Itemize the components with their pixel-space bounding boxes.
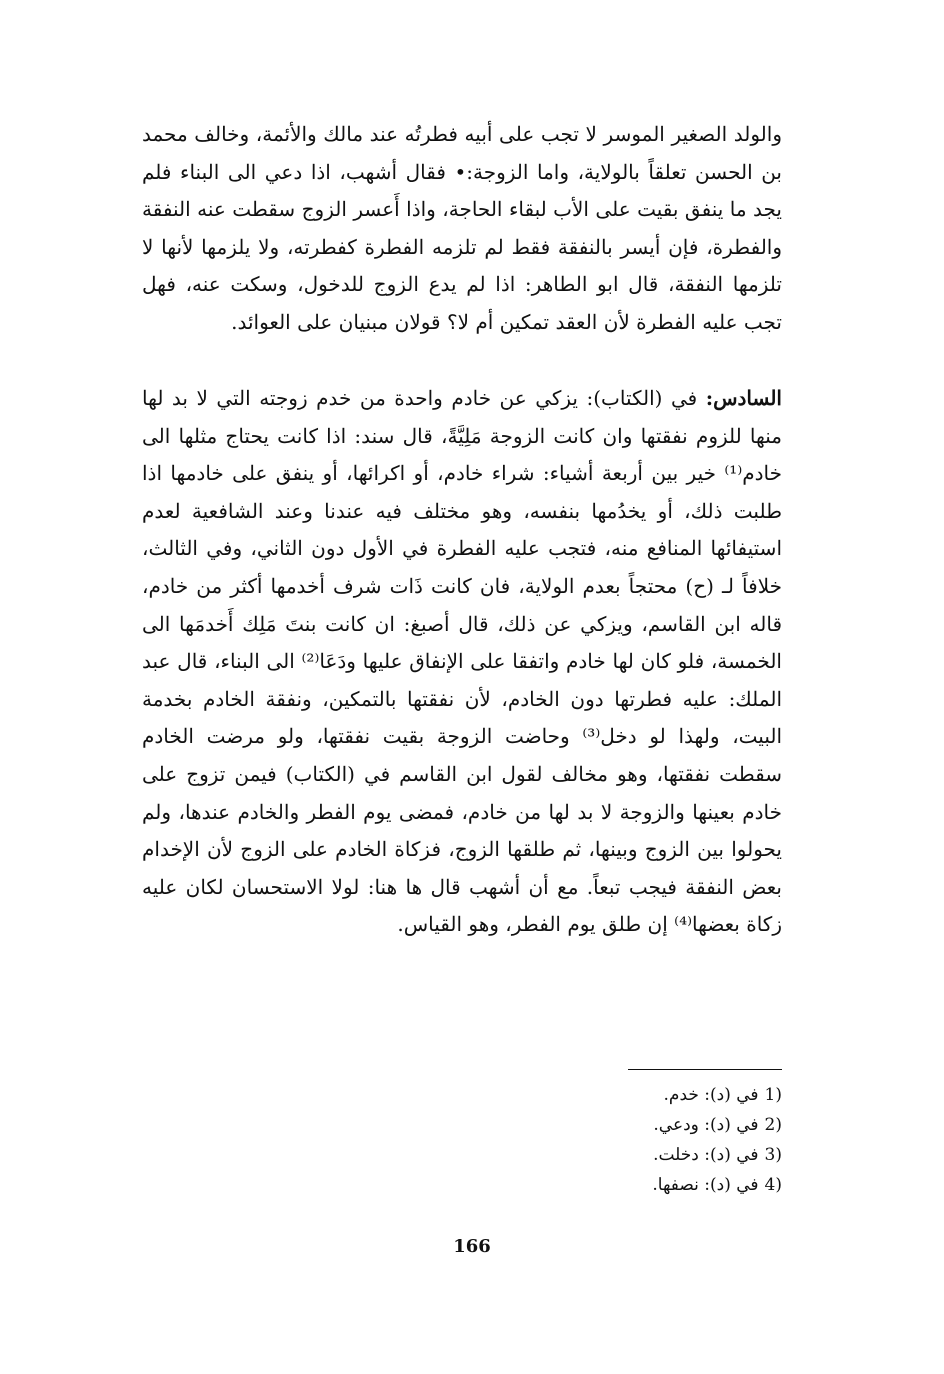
footnote-number: 4) <box>764 1175 782 1195</box>
footnotes-list <box>482 1080 782 1200</box>
paragraph-zakat-child-wife: والولد الصغير الموسر لا تجب على أبيه فطرتُه عند مالك والأئمة، وخالف محمد بن الحسن تعلقاً بالولاية، واما الزوجة:• فقال أشهب، اذا دعي الى البناء فلم يجد ما ينفق بقيت على الأب لبقاء الحاجة، واذا أَعسر الزوج سقطت عنه النفقة والفطرة، فإن أيسر بالنفقة فقط لم تلزمه الفطرة كفطرته، ولا يلزمها لأنها لا تلزمها النفقة، قال ابو الطاهر: اذا لم يدع الزوج للدخول، وسكت عنه، فهل تجب عليه الفطرة لأن العقد تمكين أم لا؟ قولان مبنيان على العوائد. <box>142 122 782 334</box>
paragraph-body-sixth: في (الكتاب): يزكي عن خادم واحدة من خدم زوجته التي لا بد لها منها للزوم نفقتها وان كانت الزوجة مَلِيَّةً، قال سند: اذا كانت يحتاج مثلها الى خادم⁽¹⁾ خير بين أربعة أشياء: شراء خادم، أو اكرائها، أو ينفق على خادمها اذا طلبت ذلك، أو يخدُمها بنفسه، وهو مختلف فيه عندنا وعند الشافعية لعدم استيفائها المنافع منه، فتجب عليه الفطرة في الأول دون الثاني، وفي الثالث، خلافاً لـ (ح) محتجاً بعدم الولاية، فان كانت ذَات شرف أخدمها أكثر من خادم، قاله ابن القاسم، ويزكي عن ذلك، قال أصبغ: ان كانت بنتَ مَلِك أَخدمَها الى الخمسة، فلو كان لها خادم واتفقا على الإنفاق عليها ودَعَا⁽²⁾ الى البناء، قال عبد الملك: عليه فطرتها دون الخادم، لأن نفقتها بالتمكين، ونفقة الخادم بخدمة البيت، ولهذا لو دخل⁽³⁾ وحاضت الزوجة بقيت نفقتها، ولو مرضت الخادم سقطت نفقتها، وهو مخالف لقول ابن القاسم في (الكتاب) فيمن تزوج على خادم بعينها والزوجة لا بد لها من خادم، فمضى يوم الفطر والخادم عندها، ولم يحولوا بين الزوج وبينها، ثم طلقها الزوج، فزكاة الخادم على الزوج لأن الإخدام بعض النفقة فيجب تبعاً. مع أن أشهب قال ها هنا: لولا الاستحسان لكان عليه زكاة بعضها⁽⁴⁾ إن طلق يوم الفطر، وهو القياس. <box>142 386 783 937</box>
footnote-item <box>482 1140 782 1170</box>
footnote-item <box>482 1110 782 1140</box>
footnote-text: في (د): ودعي. <box>653 1115 759 1135</box>
footnote-item <box>482 1170 782 1200</box>
paragraph-sixth-servant <box>142 380 782 944</box>
footnote-number: 1) <box>764 1085 782 1105</box>
footnote-item <box>482 1080 782 1110</box>
footnote-number: 3) <box>764 1145 782 1165</box>
paragraph-heading-sixth: السادس: <box>705 386 782 410</box>
page-number: 166 <box>453 1236 491 1257</box>
footnote-text: في (د): دخلت. <box>653 1145 759 1165</box>
footnote-number: 2) <box>764 1115 782 1135</box>
footnote-text: في (د): خدم. <box>663 1085 759 1105</box>
footnote-divider <box>628 1069 782 1070</box>
footnote-text: في (د): نصفها. <box>652 1175 759 1195</box>
